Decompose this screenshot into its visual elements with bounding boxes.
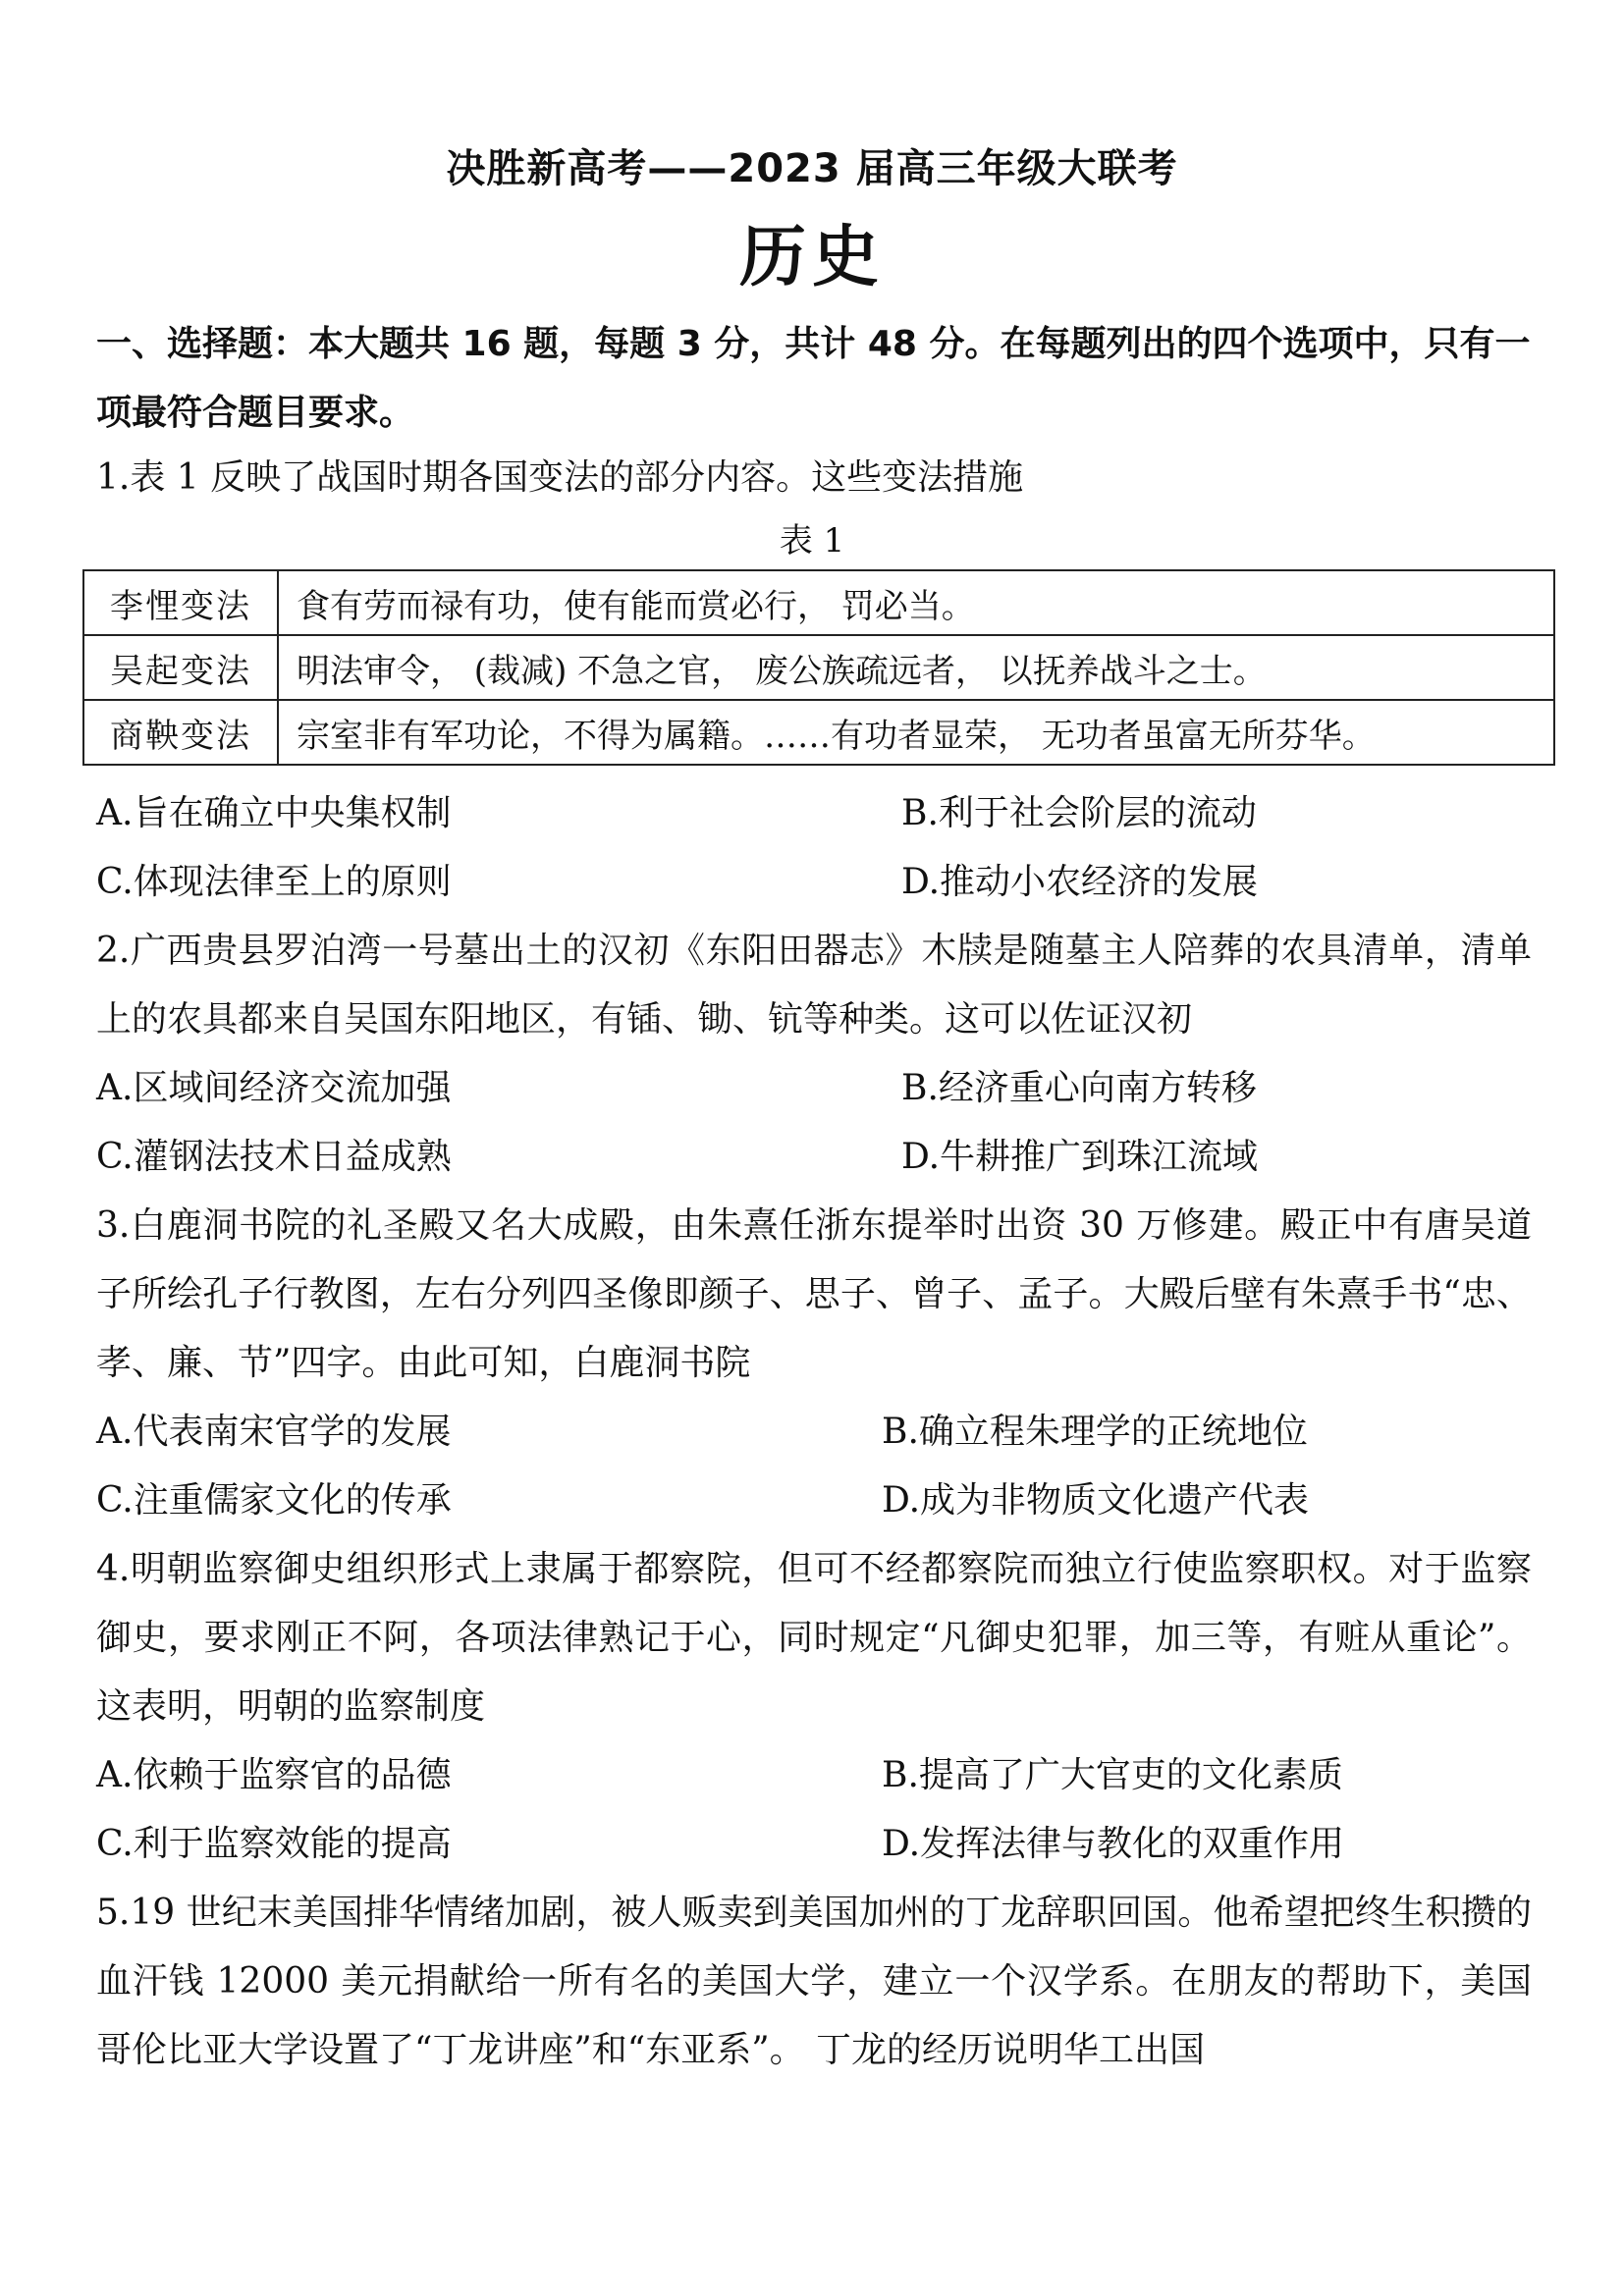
question-3-stem: 3.白鹿洞书院的礼圣殿又名大成殿，由朱熹任浙东提举时出资 30 万修建。殿正中有唐吴道子所绘孔子行教图，左右分列四圣像即颜子、思子、曾子、孟子。大殿后壁有朱熹手书“忠、孝、廉、节”四字。由此可知，白鹿洞书院 — [96, 1205, 1532, 1383]
reform-content: 食有劳而禄有功，使有能而赏必行， 罚必当。 — [278, 570, 1554, 635]
question-1-option-c: C.体现法律至上的原则 — [96, 862, 452, 902]
reform-name: 商鞅变法 — [83, 700, 278, 765]
reform-content: 宗室非有军功论，不得为属籍。……有功者显荣， 无功者虽富无所芬华。 — [278, 700, 1554, 765]
question-4-option-b: B.提高了广大官吏的文化素质 — [882, 1755, 1343, 1795]
question-1-option-b: B.利于社会阶层的流动 — [901, 793, 1257, 833]
section-heading: 一、选择题：本大题共 16 题，每题 3 分，共计 48 分。在每题列出的四个选项中，只有一项最符合题目要求。 — [96, 324, 1531, 433]
table-row — [83, 700, 1554, 765]
reform-name: 李悝变法 — [83, 570, 278, 635]
reform-table — [82, 569, 1555, 766]
exam-title: 决胜新高考——2023 届高三年级大联考 — [446, 146, 1178, 191]
subject-title: 历史 — [738, 218, 885, 296]
question-2-option-b: B.经济重心向南方转移 — [901, 1068, 1257, 1108]
question-3-option-d: D.成为非物质文化遗产代表 — [882, 1480, 1310, 1521]
question-2-option-a: A.区域间经济交流加强 — [96, 1068, 452, 1108]
table-row — [83, 635, 1554, 700]
question-1-stem: 1.表 1 反映了战国时期各国变法的部分内容。这些变法措施 — [96, 457, 1024, 498]
reform-name: 吴起变法 — [83, 635, 278, 700]
question-3-option-b: B.确立程朱理学的正统地位 — [882, 1412, 1308, 1452]
question-3-option-c: C.注重儒家文化的传承 — [96, 1480, 452, 1521]
question-5-stem: 5.19 世纪末美国排华情绪加剧，被人贩卖到美国加州的丁龙辞职回国。他希望把终生积攒的血汗钱 12000 美元捐献给一所有名的美国大学，建立一个汉学系。在朋友的帮助下，美国哥伦比亚大学设置了“丁龙讲座”和“东亚系”。 丁龙的经历说明华工出国 — [96, 1893, 1532, 2070]
question-4-option-d: D.发挥法律与教化的双重作用 — [882, 1824, 1345, 1864]
question-4-option-c: C.利于监察效能的提高 — [96, 1824, 452, 1864]
question-4-stem: 4.明朝监察御史组织形式上隶属于都察院，但可不经都察院而独立行使监察职权。对于监察御史，要求刚正不阿，各项法律熟记于心，同时规定“凡御史犯罪，加三等，有赃从重论”。这表明，明朝的监察制度 — [96, 1549, 1532, 1727]
question-4-option-a: A.依赖于监察官的品德 — [96, 1755, 452, 1795]
question-2-option-c: C.灌钢法技术日益成熟 — [96, 1137, 452, 1177]
question-3-option-a: A.代表南宋官学的发展 — [96, 1412, 452, 1452]
question-1-option-a: A.旨在确立中央集权制 — [96, 793, 452, 833]
table-row — [83, 570, 1554, 635]
table-caption: 表 1 — [779, 521, 845, 561]
reform-content: 明法审令， (裁减) 不急之官， 废公族疏远者， 以抚养战斗之士。 — [278, 635, 1554, 700]
question-2-stem: 2.广西贵县罗泊湾一号墓出土的汉初《东阳田器志》木牍是随墓主人陪葬的农具清单，清单上的农具都来自吴国东阳地区，有锸、锄、钪等种类。这可以佐证汉初 — [96, 931, 1532, 1040]
question-2-option-d: D.牛耕推广到珠江流域 — [901, 1137, 1259, 1177]
question-1-option-d: D.推动小农经济的发展 — [901, 862, 1259, 902]
